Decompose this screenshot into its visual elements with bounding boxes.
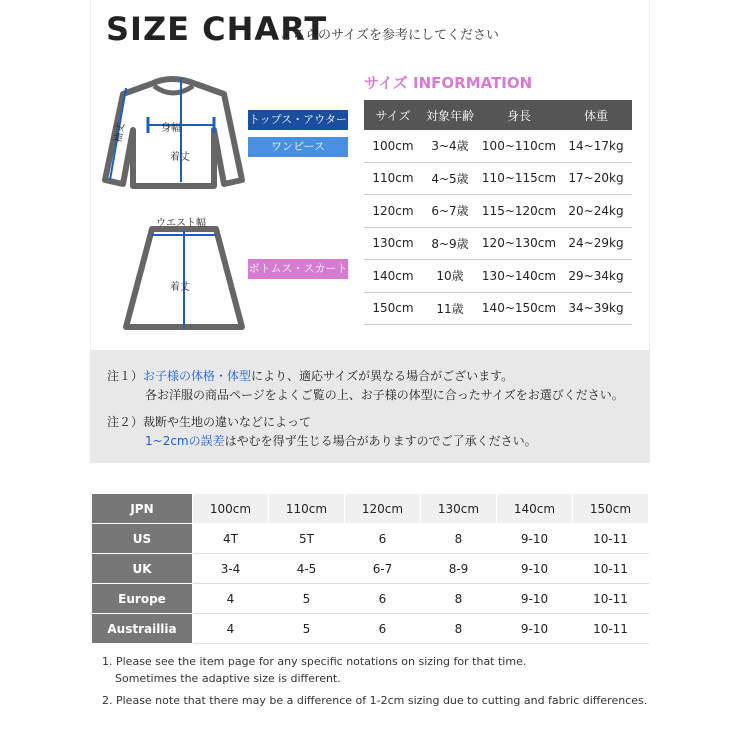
table-cell: 110cm — [269, 494, 345, 524]
row-label-europe: Europe — [92, 584, 193, 614]
size-info-table — [364, 100, 632, 325]
tops-label: トップス・アウター — [248, 110, 348, 130]
cell-age: 8~9歳 — [431, 236, 469, 251]
waist-label: ウエスト幅 — [156, 218, 206, 229]
length-label-bottom: 着丈 — [170, 282, 190, 293]
cell-size: 120cm — [372, 203, 414, 218]
note-2-text: 裁断や生地の違いなどによって — [143, 415, 312, 429]
table-cell: 120cm — [345, 494, 421, 524]
note-2-highlight: 1~2cmの誤差 — [145, 434, 225, 448]
table-cell: 10-11 — [573, 584, 649, 614]
note-1-rest: により、適応サイズが異なる場合がございます。 — [251, 369, 514, 383]
table-row — [92, 554, 649, 584]
cell-age: 3~4歳 — [431, 139, 469, 154]
header-height: 身長 — [506, 108, 531, 123]
table-cell: 10-11 — [573, 524, 649, 554]
cell-age: 10歳 — [436, 269, 464, 284]
note-1-line-2: 各お洋服の商品ページをよくご覧の上、お子様の体型に合ったサイズをお選びください。 — [145, 388, 624, 402]
note-2-line-1 — [107, 413, 311, 430]
header-weight: 体重 — [583, 108, 608, 123]
table-cell: 8-9 — [421, 554, 497, 584]
cell-age: 6~7歳 — [431, 204, 469, 219]
sleeve-label: 袖丈 — [112, 122, 128, 144]
cell-size: 140cm — [372, 268, 414, 283]
table-cell: 5 — [269, 614, 345, 644]
cell-height: 110~115cm — [481, 171, 557, 186]
row-label-australia: Austraillia — [92, 614, 193, 644]
table-row — [364, 195, 632, 228]
footer-note-2: 2. Please note that there may be a difference of 1-2cm sizing due to cutting and fabric differences. — [102, 694, 648, 707]
page-subtitle: こちらのサイズを参考にしてください — [279, 28, 499, 43]
table-row — [364, 130, 632, 163]
cell-age: 4~5歳 — [431, 171, 469, 186]
shoulder-label: 身幅 — [161, 123, 181, 134]
note-1-line-1 — [107, 367, 513, 384]
table-row — [92, 494, 649, 524]
table-cell: 9-10 — [497, 584, 573, 614]
cell-weight: 29~34kg — [568, 268, 624, 283]
table-cell: 10-11 — [573, 614, 649, 644]
table-cell: 4T — [193, 524, 269, 554]
cell-height: 130~140cm — [481, 268, 557, 283]
bottoms-label: ボトムス・スカート — [248, 259, 348, 279]
table-header-row — [364, 100, 632, 130]
table-cell: 6-7 — [345, 554, 421, 584]
note-2-line-2 — [145, 432, 537, 449]
cell-weight: 34~39kg — [568, 301, 624, 316]
cell-weight: 24~29kg — [568, 236, 624, 251]
cell-weight: 14~17kg — [568, 138, 624, 153]
table-cell: 8 — [421, 614, 497, 644]
length-label-top: 着丈 — [170, 152, 190, 163]
table-cell: 4 — [193, 584, 269, 614]
row-label-uk: UK — [92, 554, 193, 584]
note-2-rest: はやむを得ず生じる場合がありますのでご了承ください。 — [224, 434, 537, 448]
table-cell: 140cm — [497, 494, 573, 524]
table-cell: 9-10 — [497, 524, 573, 554]
cell-weight: 17~20kg — [568, 171, 624, 186]
table-row — [92, 614, 649, 644]
row-label-jpn: JPN — [92, 494, 193, 524]
table-cell: 150cm — [573, 494, 649, 524]
table-cell: 5T — [269, 524, 345, 554]
table-cell: 4 — [193, 614, 269, 644]
cell-height: 120~130cm — [481, 236, 557, 251]
footer-note-1b: Sometimes the adaptive size is different. — [115, 672, 341, 685]
cell-age: 11歳 — [436, 301, 464, 316]
table-cell: 6 — [345, 524, 421, 554]
cell-height: 100~110cm — [481, 138, 557, 153]
table-cell: 6 — [345, 614, 421, 644]
header-age: 対象年齢 — [425, 108, 474, 123]
footer-note-1: 1. Please see the item page for any specific notations on sizing for that time. — [102, 655, 527, 668]
notes-box — [90, 350, 650, 463]
table-cell: 3-4 — [193, 554, 269, 584]
note-1-highlight: お子様の体格・体型 — [143, 369, 252, 383]
table-cell: 10-11 — [573, 554, 649, 584]
conversion-table — [91, 493, 649, 644]
table-row — [92, 584, 649, 614]
cell-height: 140~150cm — [481, 301, 557, 316]
row-label-us: US — [92, 524, 193, 554]
page-title: SIZE CHART — [106, 10, 328, 48]
table-row — [364, 163, 632, 196]
table-cell: 6 — [345, 584, 421, 614]
table-cell: 8 — [421, 524, 497, 554]
note-1-prefix: 注１） — [107, 369, 144, 383]
cell-height: 115~120cm — [481, 203, 557, 218]
table-cell: 130cm — [421, 494, 497, 524]
table-cell: 100cm — [193, 494, 269, 524]
cell-size: 110cm — [372, 171, 414, 186]
note-2-prefix: 注２） — [107, 415, 144, 429]
header-size: サイズ — [375, 108, 411, 123]
table-cell: 4-5 — [269, 554, 345, 584]
table-cell: 8 — [421, 584, 497, 614]
table-row — [364, 293, 632, 326]
table-cell: 9-10 — [497, 554, 573, 584]
table-row — [364, 228, 632, 261]
cell-size: 100cm — [372, 138, 414, 153]
onepiece-label: ワンピース — [248, 137, 348, 157]
cell-weight: 20~24kg — [568, 203, 624, 218]
table-cell: 9-10 — [497, 614, 573, 644]
table-row — [364, 260, 632, 293]
cell-size: 150cm — [372, 301, 414, 316]
info-title: サイズ INFORMATION — [364, 74, 533, 92]
skirt-diagram — [120, 215, 250, 335]
cell-size: 130cm — [372, 236, 414, 251]
table-row — [92, 524, 649, 554]
table-cell: 5 — [269, 584, 345, 614]
